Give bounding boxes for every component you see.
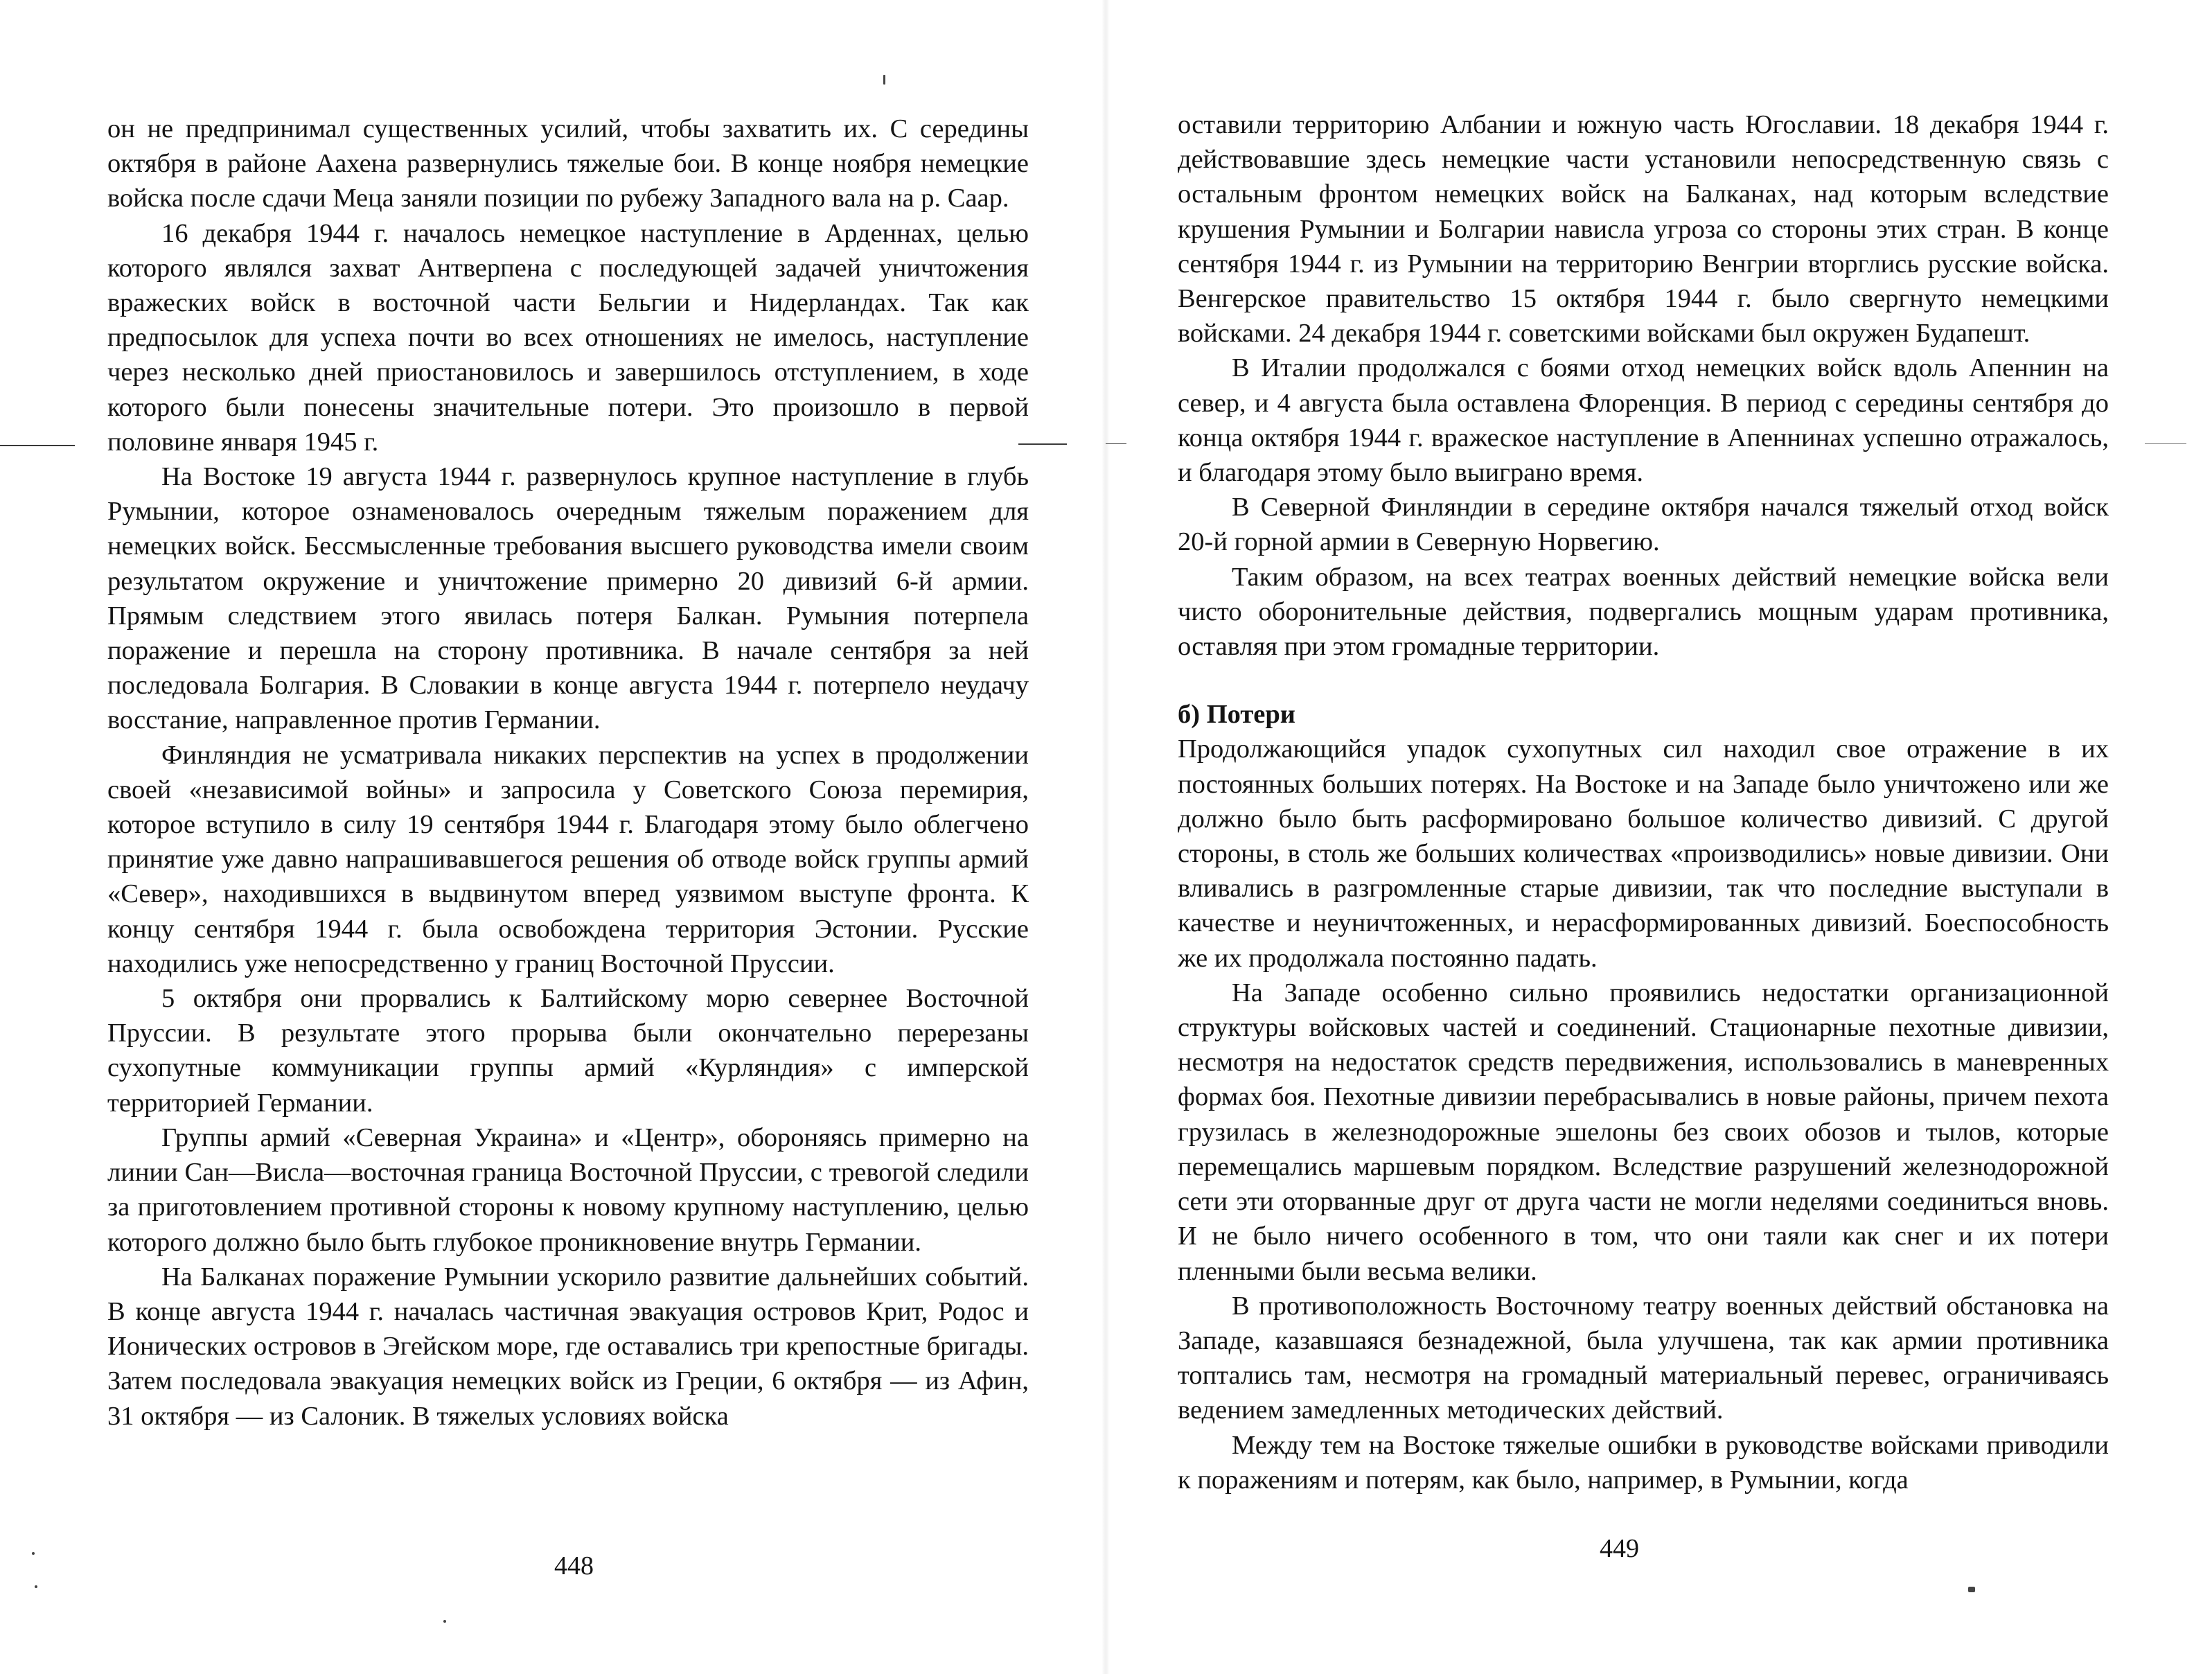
scan-artifact-line [1106, 443, 1126, 444]
paragraph: В Италии продолжался с боями отход немецких войск вдоль Апеннин на север, и 4 августа была оставлена Флоренция. В период с середины сентября до конца октября 1944 г. вражеское наступление в Апеннинах успешно отражалось, и благодаря этому было выиграно время. [1178, 353, 2109, 488]
right-page [1106, 0, 2212, 1674]
scan-artifact-dot [32, 1552, 35, 1555]
paragraph: Группы армий «Северная Украина» и «Центр», обороняясь примерно на линии Сан—Висла—восточная граница Восточной Пруссии, с тревогой следили за приготовлением противной стороны к новому крупному наступлению, целью которого должно было быть глубокое проникновение внутрь Германии. [107, 1122, 1029, 1257]
scan-artifact-line [0, 445, 75, 446]
paragraph: Финляндия не усматривала никаких перспектив на успех в продолжении своей «независимой войны» и запросила у Советского Союза перемирия, которое вступило в силу 19 сентября 1944 г. Благодаря этому было облегчено принятие уже давно напрашивавшегося решения об отводе войск группы армий «Север», находившихся в выдвинутом вперед уязвимом выступе фронта. К концу сентября 1944 г. была освобождена территория Эстонии. Русские находились уже непосредственно у границ Восточной Пруссии. [107, 740, 1029, 978]
section-heading: б) Потери [1178, 700, 1295, 730]
paragraph: он не предпринимал существенных усилий, чтобы захватить их. С середины октября в районе Аахена развернулись тяжелые бои. В конце ноября немецкие войска после сдачи Меца заняли позиции по рубежу Западного вала на р. Саар. [107, 114, 1029, 213]
scan-artifact-dot [1968, 1587, 1975, 1592]
scan-artifact-dot [883, 75, 885, 85]
paragraph: Между тем на Востоке тяжелые ошибки в руководстве войсками приводили к поражениям и потерям, как было, например, в Румынии, когда [1178, 1430, 2109, 1495]
paragraph: 16 декабря 1944 г. началось немецкое наступление в Арденнах, целью которого являлся захват Антверпена с последующей задачей уничтожения вражеских войск в восточной части Бельгии и Нидерландах. Так как предпосылок для успеха почти во всех отношениях не имелось, наступление через несколько дней приостановилось и завершилось отступлением, в ходе которого были понесены значительные потери. Это произошло в первой половине января 1945 г. [107, 218, 1029, 457]
scan-artifact-dot [35, 1585, 37, 1588]
paragraph: В противоположность Восточному театру военных действий обстановка на Западе, казавшаяся безнадежной, была улучшена, так как армии противника топтались там, несмотря на громадный материальный перевес, ограничиваясь ведением замедленных методических действий. [1178, 1291, 2109, 1425]
paragraph: оставили территорию Албании и южную часть Югославии. 18 декабря 1944 г. действовавшие здесь немецкие части установили непосредственную связь с остальным фронтом немецких войск на Балканах, над которым вследствие крушения Румынии и Болгарии нависла угроза со стороны этих стран. В конце сентября 1944 г. из Румынии на территорию Венгрии вторглись русские войска. Венгерское правительство 15 октября 1944 г. было свергнуто немецкими войсками. 24 декабря 1944 г. советскими войсками был окружен Будапешт. [1178, 110, 2109, 349]
right-page-text-column [1178, 107, 2109, 1497]
paragraph: Таким образом, на всех театрах военных действий немецкие войска вели чисто оборонительные действия, подвергались мощным ударам противника, оставляя при этом громадные территории. [1178, 562, 2109, 662]
page-number: 448 [554, 1551, 594, 1580]
scan-artifact-line [1018, 443, 1067, 445]
paragraph: На Востоке 19 августа 1944 г. развернулось крупное наступление в глубь Румынии, которое ознаменовалось очередным тяжелым поражением для немецких войск. Бессмысленные требования высшего руководства имели своим результатом окружение и уничтожение примерно 20 дивизий 6-й армии. Прямым следствием этого явилась потеря Балкан. Румыния потерпела поражение и перешла на сторону противника. В начале сентября за ней последовала Болгария. В Словакии в конце августа 1944 г. потерпело неудачу восстание, направленное против Германии. [107, 462, 1029, 735]
paragraph: На Западе особенно сильно проявились недостатки организационной структуры войсковых частей и соединений. Стационарные пехотные дивизии, несмотря на недостаток средств передвижения, использовались в маневренных формах боя. Пехотные дивизии перебрасывались в новые районы, причем пехота грузилась в железнодорожные эшелоны без своих обозов и тылов, которые перемещались маршевым порядком. Вследствие разрушений железнодорожной сети эти оторванные друг от друга части не могли неделями соединиться вновь. И не было ничего особенного в том, что они таяли как снег и их потери пленными были весьма велики. [1178, 978, 2109, 1286]
page-number: 449 [1600, 1534, 1639, 1563]
paragraph: Продолжающийся упадок сухопутных сил находил свое отражение в их постоянных больших потерях. На Востоке и на Западе было уничтожено или же должно было быть расформировано большое количество дивизий. С другой стороны, в столь же больших количествах «производились» новые дивизии. Они вливались в разгромленные старые дивизии, так что последние выступали в качестве и неуничтоженных, и нерасформированных дивизий. Боеспособность же их продолжала постоянно падать. [1178, 734, 2109, 973]
paragraph: 5 октября они прорвались к Балтийскому морю севернее Восточной Пруссии. В результате этого прорыва были окончательно перерезаны сухопутные коммуникации группы армий «Курляндия» с имперской территорией Германии. [107, 984, 1029, 1118]
left-page-text-column [107, 112, 1029, 1434]
paragraph: На Балканах поражение Румынии ускорило развитие дальнейших событий. В конце августа 1944 г. началась частичная эвакуация островов Крит, Родос и Ионических островов в Эгейском море, где оставались три крепостные бригады. Затем последовала эвакуация немецких войск из Греции, 6 октября — из Афин, 31 октября — из Салоник. В тяжелых условиях войска [107, 1262, 1029, 1431]
scan-artifact-dot [443, 1620, 446, 1623]
scan-artifact-line [2145, 443, 2186, 444]
paragraph: В Северной Финляндии в середине октября начался тяжелый отход войск 20-й горной армии в Северную Норвегию. [1178, 493, 2109, 557]
